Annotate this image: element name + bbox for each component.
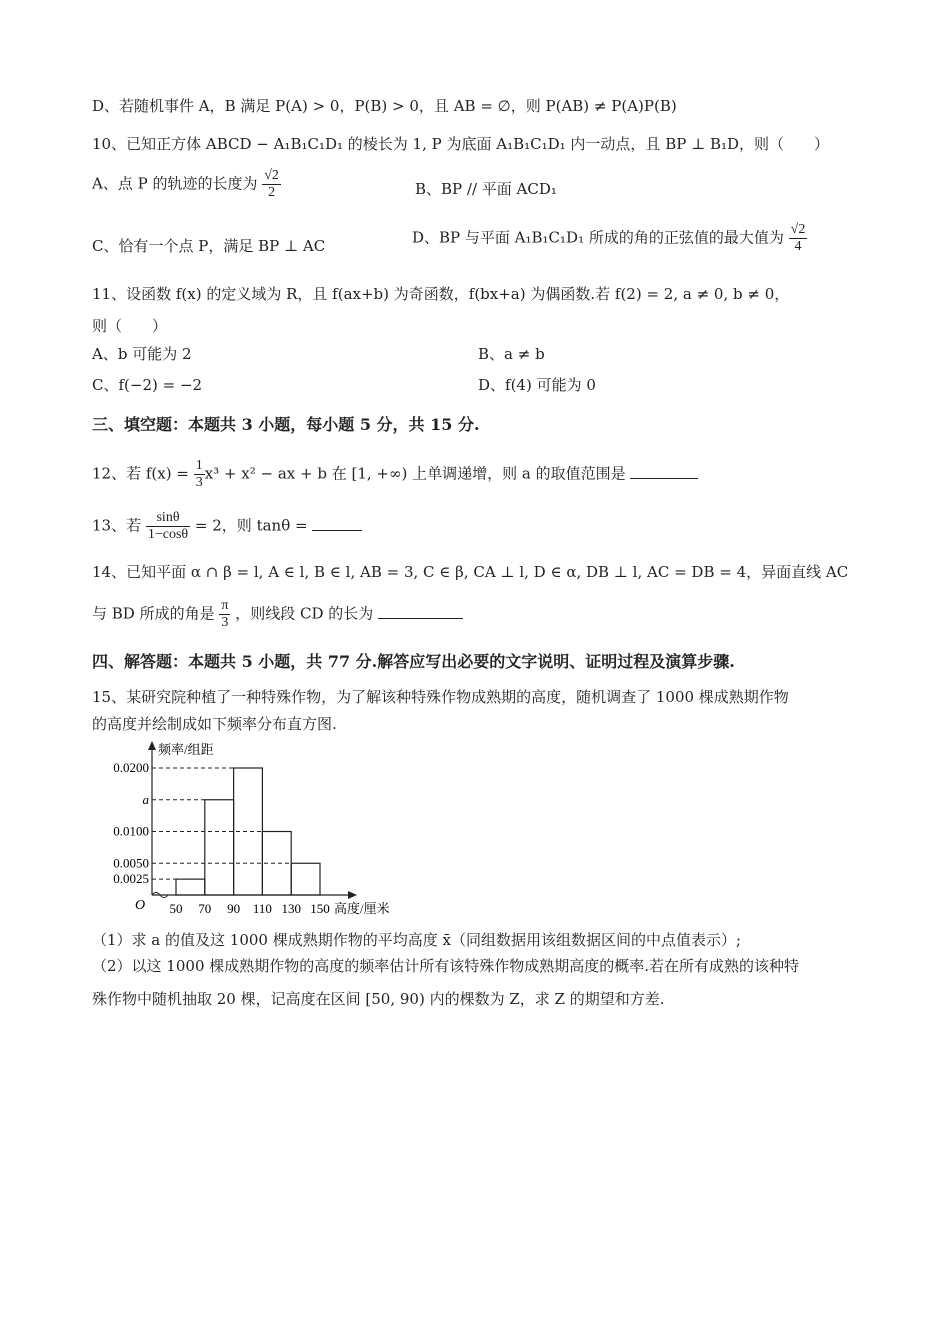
q15-part2: （2）以这 1000 棵成熟期作物的高度的频率估计所有该特殊作物成熟期高度的概率.若在所有成熟的该种特 bbox=[92, 957, 800, 975]
y-tick-label: 0.0200 bbox=[113, 760, 149, 775]
section-3-heading: 三、填空题：本题共 3 小题，每小题 5 分，共 15 分. bbox=[92, 415, 480, 434]
x-tick-label: 110 bbox=[252, 901, 272, 916]
x-tick-label: 50 bbox=[169, 901, 183, 916]
y-tick-label: 0.0050 bbox=[113, 855, 149, 871]
q14-stem: 14、已知平面 α ∩ β = l, A ∈ l, B ∈ l, AB = 3, C ∈ β, CA ⊥ l, D ∈ α, DB ⊥ l, AC = DB = 4，异面直线 AC bbox=[92, 563, 849, 581]
q14-answer-blank bbox=[378, 618, 463, 619]
q11-stem: 11、设函数 f(x) 的定义域为 R，且 f(ax+b) 为奇函数，f(bx+a) 为偶函数.若 f(2) = 2, a ≠ 0, b ≠ 0， bbox=[92, 285, 790, 303]
x-tick-label: 130 bbox=[281, 901, 301, 916]
origin-label: O bbox=[134, 898, 146, 913]
q15-stem-cont: 的高度并绘制成如下频率分布直方图. bbox=[92, 715, 337, 733]
x-tick-label: 70 bbox=[198, 901, 212, 916]
histogram-bar bbox=[205, 800, 234, 895]
q15-part1: （1）求 a 的值及这 1000 棵成熟期作物的平均高度 x̄（同组数据用该组数据区间的中点值表示）; bbox=[92, 931, 742, 949]
q15-part3: 殊作物中随机抽取 20 棵，记高度在区间 [50, 90) 内的棵数为 Z，求 Z 的期望和方差. bbox=[92, 990, 665, 1008]
q10-stem: 10、已知正方体 ABCD − A₁B₁C₁D₁ 的棱长为 1, P 为底面 A₁B₁C₁D₁ 内一动点，且 BP ⊥ B₁D，则（ ） bbox=[92, 135, 830, 153]
q11-option-d: D、f(4) 可能为 0 bbox=[478, 376, 596, 394]
q10-option-c: C、恰有一个点 P，满足 BP ⊥ AC bbox=[92, 237, 326, 255]
y-tick-label: 0.0100 bbox=[113, 823, 149, 839]
q13: 13、若 $\frac{\sin\theta}{1-\cos\theta}$ = 2，则 tanθ = bbox=[92, 510, 362, 543]
q13-answer-blank bbox=[312, 530, 362, 531]
q11-option-c: C、f(−2) = −2 bbox=[92, 376, 203, 394]
q10-option-d: D、BP 与平面 A₁B₁C₁D₁ 所成的角的正弦值的最大值为 $\frac{√2}{4}$ bbox=[412, 222, 806, 254]
q11-option-b: B、a ≠ b bbox=[478, 345, 545, 363]
q11-stem-cont: 则（ ） bbox=[92, 317, 168, 335]
frequency-histogram bbox=[90, 738, 420, 923]
q15-stem: 15、某研究院种植了一种特殊作物，为了解该种特殊作物成熟期的高度，随机调查了 1000 棵成熟期作物 bbox=[92, 688, 789, 706]
section-4-heading: 四、解答题：本题共 5 小题，共 77 分.解答应写出必要的文字说明、证明过程及演算步骤. bbox=[92, 652, 735, 671]
q11-option-a: A、b 可能为 2 bbox=[92, 345, 192, 363]
y-axis-label: 频率/组距 bbox=[158, 742, 214, 757]
x-tick-label: 90 bbox=[227, 901, 241, 916]
y-tick-label: a bbox=[142, 791, 149, 807]
y-axis-arrow bbox=[148, 741, 156, 750]
q10-option-b: B、BP // 平面 ACD₁ bbox=[415, 180, 557, 198]
x-axis-arrow bbox=[348, 891, 357, 899]
q12-answer-blank bbox=[630, 478, 698, 479]
y-tick-label: 0.0025 bbox=[113, 871, 149, 887]
q9-option-d: D、若随机事件 A，B 满足 P(A) > 0，P(B) > 0，且 AB = ∅，则 P(AB) ≠ P(A)P(B) bbox=[92, 97, 677, 115]
q12: 12、若 f(x) = $\frac{1}{3}$ x³ + x² − ax + b 在 [1, +∞) 上单调递增，则 a 的取值范围是 bbox=[92, 458, 698, 491]
q10-option-a: A、点 P 的轨迹的长度为 $\frac{√2}{2}$ bbox=[92, 168, 279, 200]
x-axis-label: 高度/厘米 bbox=[334, 901, 390, 916]
x-tick-label: 150 bbox=[310, 901, 330, 916]
histogram-bar bbox=[291, 863, 320, 895]
histogram-bar bbox=[176, 879, 205, 895]
q14-stem-cont: 与 BD 所成的角是 $\frac{\pi}{3}$ ，则线段 CD 的长为 bbox=[92, 598, 463, 631]
